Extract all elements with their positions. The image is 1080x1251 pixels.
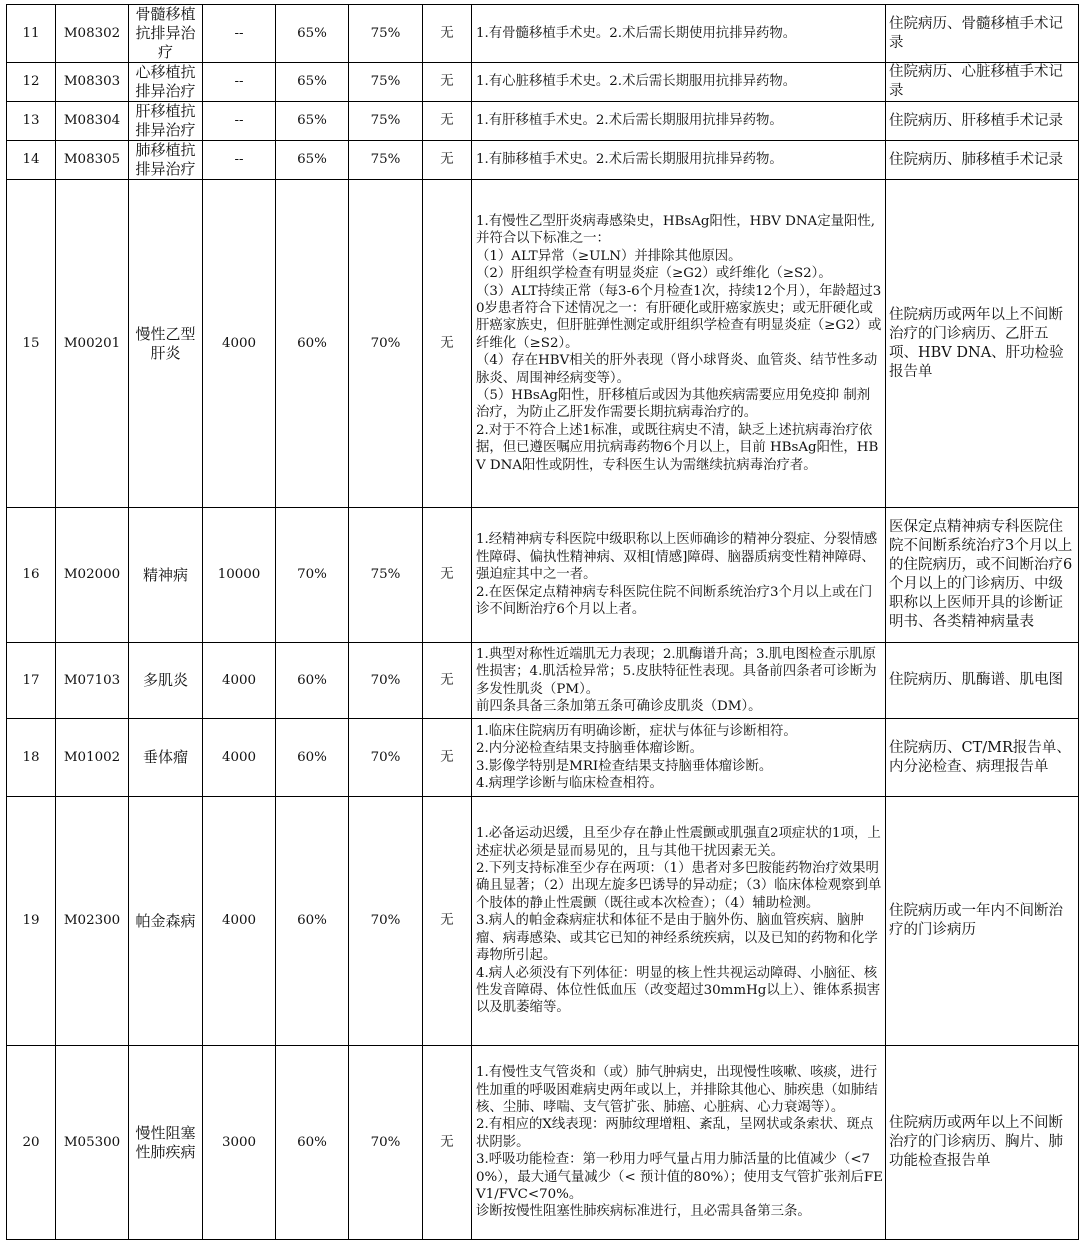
diagnosis-requirement: 1.临床住院病历有明确诊断，症状与体征与诊断相符。 2.内分泌检查结果支持脑垂体瘤诊断。 3.影像学特别是MRI检查结果支持脑垂体瘤诊断。 4.病理学诊断与临床检查相符。 (472, 719, 886, 797)
required-materials: 住院病历、骨髓移植手术记录 (886, 5, 1079, 63)
disease-code: M08304 (56, 102, 129, 141)
payment-limit: 4000 (203, 180, 276, 508)
waiting-period: 无 (423, 508, 472, 643)
disease-code: M02300 (56, 797, 129, 1046)
disease-code: M07103 (56, 643, 129, 719)
waiting-period: 无 (423, 63, 472, 102)
table-row (7, 180, 1079, 508)
row-number: 14 (7, 141, 56, 180)
row-number: 13 (7, 102, 56, 141)
table-row (7, 643, 1079, 719)
waiting-period: 无 (423, 102, 472, 141)
reimburse-ratio-2: 75% (349, 5, 423, 63)
payment-limit: 4000 (203, 719, 276, 797)
disease-name: 肺移植抗排异治疗 (129, 141, 203, 180)
waiting-period: 无 (423, 141, 472, 180)
payment-limit: -- (203, 63, 276, 102)
row-number: 19 (7, 797, 56, 1046)
payment-limit: 3000 (203, 1046, 276, 1240)
disease-name: 骨髓移植抗排异治疗 (129, 5, 203, 63)
required-materials: 住院病历或一年内不间断治疗的门诊病历 (886, 797, 1079, 1046)
required-materials: 住院病历、肝移植手术记录 (886, 102, 1079, 141)
disease-name: 慢性乙型肝炎 (129, 180, 203, 508)
table-row (7, 719, 1079, 797)
reimburse-ratio-2: 70% (349, 797, 423, 1046)
disease-name: 肝移植抗排异治疗 (129, 102, 203, 141)
row-number: 20 (7, 1046, 56, 1240)
table-row (7, 63, 1079, 102)
diagnosis-requirement: 1.经精神病专科医院中级职称以上医师确诊的精神分裂症、分裂情感性障碍、偏执性精神病、双相[情感]障碍、脑器质病变性精神障碍、强迫症其中之一者。 2.在医保定点精神病专科医院住院不间断系统治疗3个月以上或在门诊不间断治疗6个月以上者。 (472, 508, 886, 643)
diagnosis-requirement: 1.有骨髓移植手术史。2.术后需长期使用抗排异药物。 (472, 5, 886, 63)
payment-limit: -- (203, 102, 276, 141)
row-number: 11 (7, 5, 56, 63)
payment-limit: -- (203, 5, 276, 63)
reimburse-ratio-2: 70% (349, 180, 423, 508)
diagnosis-requirement: 1.典型对称性近端肌无力表现；2.肌酶谱升高；3.肌电图检查示肌原性损害；4.肌活检异常；5.皮肤特征性表现。具备前四条者可诊断为多发性肌炎（PM）。 前四条具备三条加第五条可确诊皮肌炎（DM）。 (472, 643, 886, 719)
table-row (7, 797, 1079, 1046)
required-materials: 住院病历、心脏移植手术记录 (886, 63, 1079, 102)
reimburse-ratio-2: 75% (349, 508, 423, 643)
reimburse-ratio-1: 70% (276, 508, 349, 643)
reimburse-ratio-2: 75% (349, 141, 423, 180)
reimburse-ratio-1: 60% (276, 643, 349, 719)
reimburse-ratio-1: 60% (276, 1046, 349, 1240)
reimburse-ratio-1: 65% (276, 141, 349, 180)
disease-code: M08302 (56, 5, 129, 63)
row-number: 18 (7, 719, 56, 797)
reimburse-ratio-1: 65% (276, 63, 349, 102)
payment-limit: 10000 (203, 508, 276, 643)
waiting-period: 无 (423, 180, 472, 508)
required-materials: 医保定点精神病专科医院住院不间断系统治疗3个月以上的住院病历，或不间断治疗6个月以上的门诊病历、中级职称以上医师开具的诊断证明书、各类精神病量表 (886, 508, 1079, 643)
diagnosis-requirement: 1.有慢性乙型肝炎病毒感染史，HBsAg阳性，HBV DNA定量阳性,并符合以下标准之一： （1）ALT异常（≥ULN）并排除其他原因。 （2）肝组织学检查有明显炎症（≥G2）或纤维化（≥S2）。 （3）ALT持续正常（每3-6个月检查1次，持续12个月），年龄超过30岁患者符合下述情况之一：有肝硬化或肝癌家族史；或无肝硬化或肝癌家族史，但肝脏弹性测定或肝组织学检查有明显炎症（≥G2）或纤维化（≥S2）。 （4）存在HBV相关的肝外表现（肾小球肾炎、血管炎、结节性多动脉炎、周围神经病变等）。 （5）HBsAg阳性，肝移植后或因为其他疾病需要应用免疫抑 制剂治疗，为防止乙肝发作需要长期抗病毒治疗的。 2.对于不符合上述1标准，或既往病史不清，缺乏上述抗病毒治疗依据，但已遵医嘱应用抗病毒药物6个月以上，目前 HBsAg阳性，HBV DNA阳性或阴性，专科医生认为需继续抗病毒治疗者。 (472, 180, 886, 508)
table-row (7, 1046, 1079, 1240)
diagnosis-requirement: 1.必备运动迟缓，且至少存在静止性震颤或肌强直2项症状的1项，上述症状必须是显而易见的，且与其他干扰因素无关。 2.下列支持标准至少存在两项：（1）患者对多巴胺能药物治疗效果明确且显著；（2）出现左旋多巴诱导的异动症；（3）临床体检观察到单个肢体的静止性震颤（既往或本次检查）；（4）辅助检测。 3.病人的帕金森病症状和体征不是由于脑外伤、脑血管疾病、脑肿瘤、病毒感染、或其它已知的神经系统疾病，以及已知的药物和化学毒物所引起。 4.病人必须没有下列体征：明显的核上性共视运动障碍、小脑征、核性发音障碍、体位性低血压（改变超过30mmHg以上）、锥体系损害以及肌萎缩等。 (472, 797, 886, 1046)
diagnosis-requirement: 1.有心脏移植手术史。2.术后需长期服用抗排异药物。 (472, 63, 886, 102)
disease-name: 慢性阻塞性肺疾病 (129, 1046, 203, 1240)
reimburse-ratio-2: 75% (349, 63, 423, 102)
disease-name: 精神病 (129, 508, 203, 643)
waiting-period: 无 (423, 1046, 472, 1240)
reimburse-ratio-1: 60% (276, 719, 349, 797)
reimburse-ratio-2: 75% (349, 102, 423, 141)
disease-name: 垂体瘤 (129, 719, 203, 797)
diagnosis-requirement: 1.有肝移植手术史。2.术后需长期服用抗排异药物。 (472, 102, 886, 141)
required-materials: 住院病历、肺移植手术记录 (886, 141, 1079, 180)
diagnosis-requirement: 1.有肺移植手术史。2.术后需长期服用抗排异药物。 (472, 141, 886, 180)
table-row (7, 141, 1079, 180)
row-number: 12 (7, 63, 56, 102)
diagnosis-requirement: 1.有慢性支气管炎和（或）肺气肿病史，出现慢性咳嗽、咳痰，进行性加重的呼吸困难病史两年或以上，并排除其他心、肺疾患（如肺结核、尘肺、哮喘、支气管扩张、肺癌、心脏病、心力衰竭等）。 2.有相应的X线表现：两肺纹理增粗、紊乱，呈网状或条索状、斑点状阴影。 3.呼吸功能检查：第一秒用力呼气量占用力肺活量的比值减少（<70%），最大通气量减少（< 预计值的80%）；使用支气管扩张剂后FEV1/FVC<70%。 诊断按慢性阻塞性肺疾病标准进行，且必需具备第三条。 (472, 1046, 886, 1240)
disease-table (6, 4, 1079, 1240)
waiting-period: 无 (423, 5, 472, 63)
payment-limit: -- (203, 141, 276, 180)
table-row (7, 508, 1079, 643)
reimburse-ratio-2: 70% (349, 1046, 423, 1240)
row-number: 15 (7, 180, 56, 508)
waiting-period: 无 (423, 643, 472, 719)
table-row (7, 5, 1079, 63)
required-materials: 住院病历或两年以上不间断治疗的门诊病历、胸片、肺功能检查报告单 (886, 1046, 1079, 1240)
disease-code: M00201 (56, 180, 129, 508)
payment-limit: 4000 (203, 643, 276, 719)
payment-limit: 4000 (203, 797, 276, 1046)
disease-code: M05300 (56, 1046, 129, 1240)
disease-name: 帕金森病 (129, 797, 203, 1046)
row-number: 16 (7, 508, 56, 643)
required-materials: 住院病历、肌酶谱、肌电图 (886, 643, 1079, 719)
reimburse-ratio-2: 70% (349, 719, 423, 797)
waiting-period: 无 (423, 797, 472, 1046)
disease-code: M08303 (56, 63, 129, 102)
row-number: 17 (7, 643, 56, 719)
reimburse-ratio-2: 70% (349, 643, 423, 719)
disease-code: M02000 (56, 508, 129, 643)
required-materials: 住院病历、CT/MR报告单、内分泌检查、病理报告单 (886, 719, 1079, 797)
waiting-period: 无 (423, 719, 472, 797)
reimburse-ratio-1: 65% (276, 5, 349, 63)
reimburse-ratio-1: 60% (276, 797, 349, 1046)
disease-code: M08305 (56, 141, 129, 180)
disease-name: 多肌炎 (129, 643, 203, 719)
required-materials: 住院病历或两年以上不间断治疗的门诊病历、乙肝五项、HBV DNA、肝功检验报告单 (886, 180, 1079, 508)
table-row (7, 102, 1079, 141)
disease-name: 心移植抗排异治疗 (129, 63, 203, 102)
reimburse-ratio-1: 60% (276, 180, 349, 508)
reimburse-ratio-1: 65% (276, 102, 349, 141)
disease-code: M01002 (56, 719, 129, 797)
